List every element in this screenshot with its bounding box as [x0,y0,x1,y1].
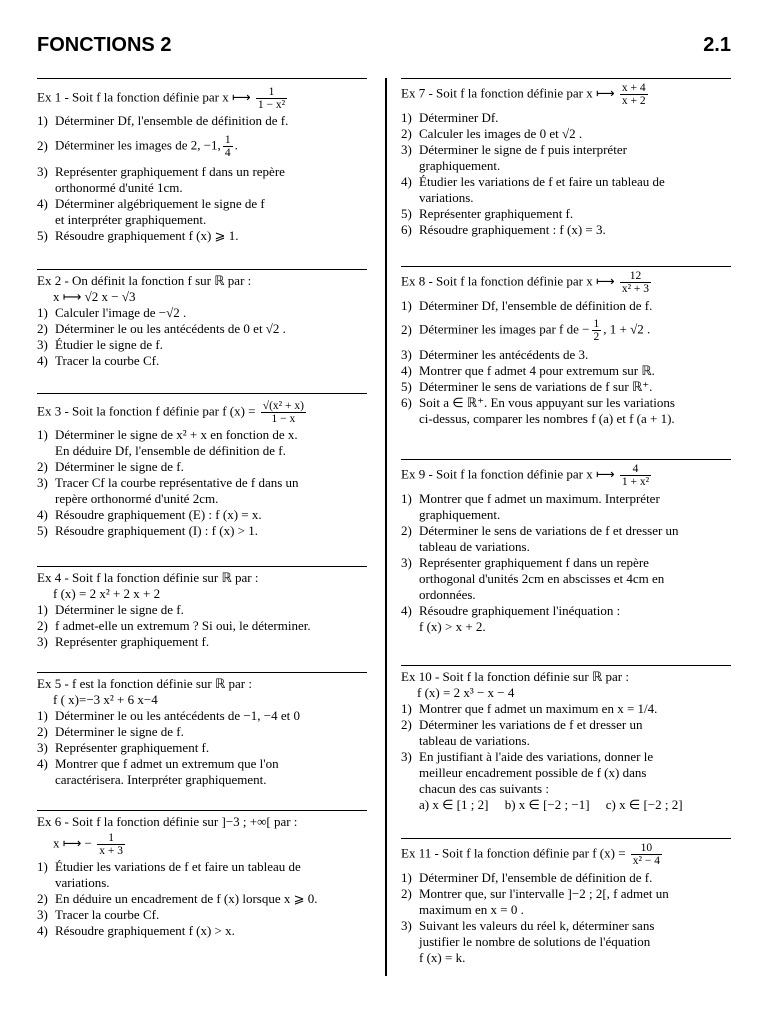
list-item: 3) Déterminer le signe de f puis interpréter graphiquement. [401,142,627,173]
list-item: 2) Déterminer le signe de f. [37,724,184,739]
exercise-title: Ex 2 - On définit la fonction f sur ℝ par : [37,273,252,288]
fraction: $\frac{12}{\text{x² + 3}}$ [621,270,650,295]
column-divider [385,78,387,976]
list-item: 3) Représenter graphiquement f. [37,634,210,649]
list-item: 3) En justifiant à l'aide des variations, donner le meilleur encadrement possible de f (x) dans chacun des cas suivants : a) x ∈ [1 ; 2] b) x ∈ [−2 ; −1] c) x ∈ [−2 ; 2] [401,749,683,812]
exercise-8 [401,266,731,459]
exercise-title: Ex 9 - Soit f la fonction définie par x ⟼ [401,466,615,482]
list-item: 2) Déterminer le ou les antécédents de 0 et √2 . [37,321,286,336]
list-item: 4) Résoudre graphiquement l'inéquation : f (x) > x + 2. [401,603,621,634]
page-header [37,34,731,64]
list-item: 3) Étudier le signe de f. [37,337,163,352]
list-item: 1) Déterminer le ou les antécédents de −1, −4 et 0 [37,708,300,723]
fraction: $\frac{4}{\text{1 + x²}}$ [621,463,650,488]
list-item: 3) Représenter graphiquement f dans un repère orthogonal d'unités 2cm en abscisses et 4cm en ordonnées. [401,555,665,602]
list-item: 5) Déterminer le sens de variations de f sur ℝ⁺. [401,379,653,394]
list-item: 5) Représenter graphiquement f. [401,206,574,221]
list-item: 1) Déterminer Df. [401,110,499,125]
formula: x ⟼ √2 x − √3 [53,289,136,304]
exercise-title: Ex 10 - Soit f la fonction définie sur ℝ par : [401,669,629,684]
list-item: 2) Déterminer les images par f de − $\frac{1}{2}$ , 1 + √2 . [401,318,651,343]
list-item: 4) Résoudre graphiquement f (x) > x. [37,923,235,938]
formula: f (x) = 2 x³ − x − 4 [417,685,515,700]
formula: f ( x)=−3 x² + 6 x−4 [53,692,158,707]
formula: f (x) = 2 x² + 2 x + 2 [53,586,161,601]
right-column [401,78,731,979]
exercise-title: Ex 8 - Soit f la fonction définie par x ⟼ [401,273,615,289]
exercise-9 [401,459,731,665]
list-item: 3) Représenter graphiquement f dans un repère orthonormé d'unité 1cm. [37,164,285,195]
exercise-4 [37,566,367,672]
list-item: 3) Suivant les valeurs du réel k, déterminer sans justifier le nombre de solutions de l'équation f (x) = k. [401,918,655,965]
list-item: 1) Déterminer le signe de f. [37,602,184,617]
list-item: 1) Déterminer Df, l'ensemble de définition de f. [37,113,289,128]
list-item: 4) Tracer la courbe Cf. [37,353,160,368]
list-item: 4) Résoudre graphiquement (E) : f (x) = x. [37,507,262,522]
formula: x ⟼ − $\frac{1}{x + 3}$ [53,832,123,857]
exercise-7 [401,78,731,266]
page-number: 2.1 [703,34,731,56]
list-item: 3) Tracer Cf la courbe représentative de f dans un repère orthonormé d'unité 2cm. [37,475,299,506]
list-item: 2) Déterminer les variations de f et dresser un tableau de variations. [401,717,643,748]
exercise-5 [37,672,367,810]
list-item: 2) Déterminer le signe de f. [37,459,184,474]
exercise-title: Ex 4 - Soit f la fonction définie sur ℝ par : [37,570,259,585]
list-item: 2) Déterminer les images de 2, −1, $\frac{1}{4}$ . [37,134,238,159]
list-item: 5) Résoudre graphiquement f (x) ⩾ 1. [37,228,239,243]
list-item: 6) Résoudre graphiquement : f (x) = 3. [401,222,606,237]
exercise-title: Ex 5 - f est la fonction définie sur ℝ par : [37,676,252,691]
exercise-title: Ex 1 - Soit f la fonction définie par x ⟼ [37,89,251,105]
page-title: FONCTIONS 2 [37,34,172,56]
list-item: 3) Tracer la courbe Cf. [37,907,160,922]
list-item: 3) Déterminer les antécédents de 3. [401,347,589,362]
fraction: $\frac{\text{√(x² + x)}}{1 - x}$ [262,400,304,425]
list-item: 6) Soit a ∈ ℝ⁺. En vous appuyant sur les variations ci-dessus, comparer les nombres f (a) et f (a + 1). [401,395,675,426]
list-item: 2) Déterminer le sens de variations de f et dresser un tableau de variations. [401,523,679,554]
list-item: 2) Calculer les images de 0 et √2 . [401,126,583,141]
list-item: 4) Étudier les variations de f et faire un tableau de variations. [401,174,665,205]
list-item: 4) Montrer que f admet 4 pour extremum sur ℝ. [401,363,655,378]
fraction: $\frac{10}{\text{x² − 4}}$ [632,842,660,867]
exercise-title: Ex 11 - Soit f la fonction définie par f (x) = [401,845,626,861]
fraction: $\frac{1}{\text{1 − x²}}$ [257,86,286,111]
exercise-title: Ex 6 - Soit f la fonction définie sur ]−3 ; +∞[ par : [37,814,298,829]
exercise-title: Ex 7 - Soit f la fonction définie par x ⟼ [401,85,615,101]
exercise-11 [401,838,731,979]
left-column [37,78,367,961]
list-item: 1) Déterminer Df, l'ensemble de définition de f. [401,870,653,885]
list-item: 1) Déterminer Df, l'ensemble de définition de f. [401,298,653,313]
list-item: 1) Calculer l'image de −√2 . [37,305,187,320]
list-item: 4) Montrer que f admet un extremum que l'on caractérisera. Interpréter graphiquement. [37,756,279,787]
exercise-10 [401,665,731,838]
list-item: 2) Montrer que, sur l'intervalle ]−2 ; 2[, f admet un maximum en x = 0 . [401,886,669,917]
list-item: 1) Étudier les variations de f et faire un tableau de variations. [37,859,301,890]
list-item: 5) Résoudre graphiquement (I) : f (x) > 1. [37,523,258,538]
exercise-2 [37,269,367,393]
list-item: 4) Déterminer algébriquement le signe de f et interpréter graphiquement. [37,196,265,227]
list-item: 2) f admet-elle un extremum ? Si oui, le déterminer. [37,618,311,633]
exercise-title: Ex 3 - Soit la fonction f définie par f (x) = [37,403,256,419]
exercise-6 [37,810,367,961]
fraction: $\frac{x + 4}{x + 2}$ [621,82,646,107]
list-item: 1) Montrer que f admet un maximum. Interpréter graphiquement. [401,491,660,522]
exercise-3 [37,393,367,566]
list-item: 3) Représenter graphiquement f. [37,740,210,755]
list-item: 2) En déduire un encadrement de f (x) lorsque x ⩾ 0. [37,891,318,906]
exercise-1 [37,78,367,269]
list-item: 1) Montrer que f admet un maximum en x = 1/4. [401,701,658,716]
list-item: 1) Déterminer le signe de x² + x en fonction de x. En déduire Df, l'ensemble de définition de f. [37,427,298,458]
